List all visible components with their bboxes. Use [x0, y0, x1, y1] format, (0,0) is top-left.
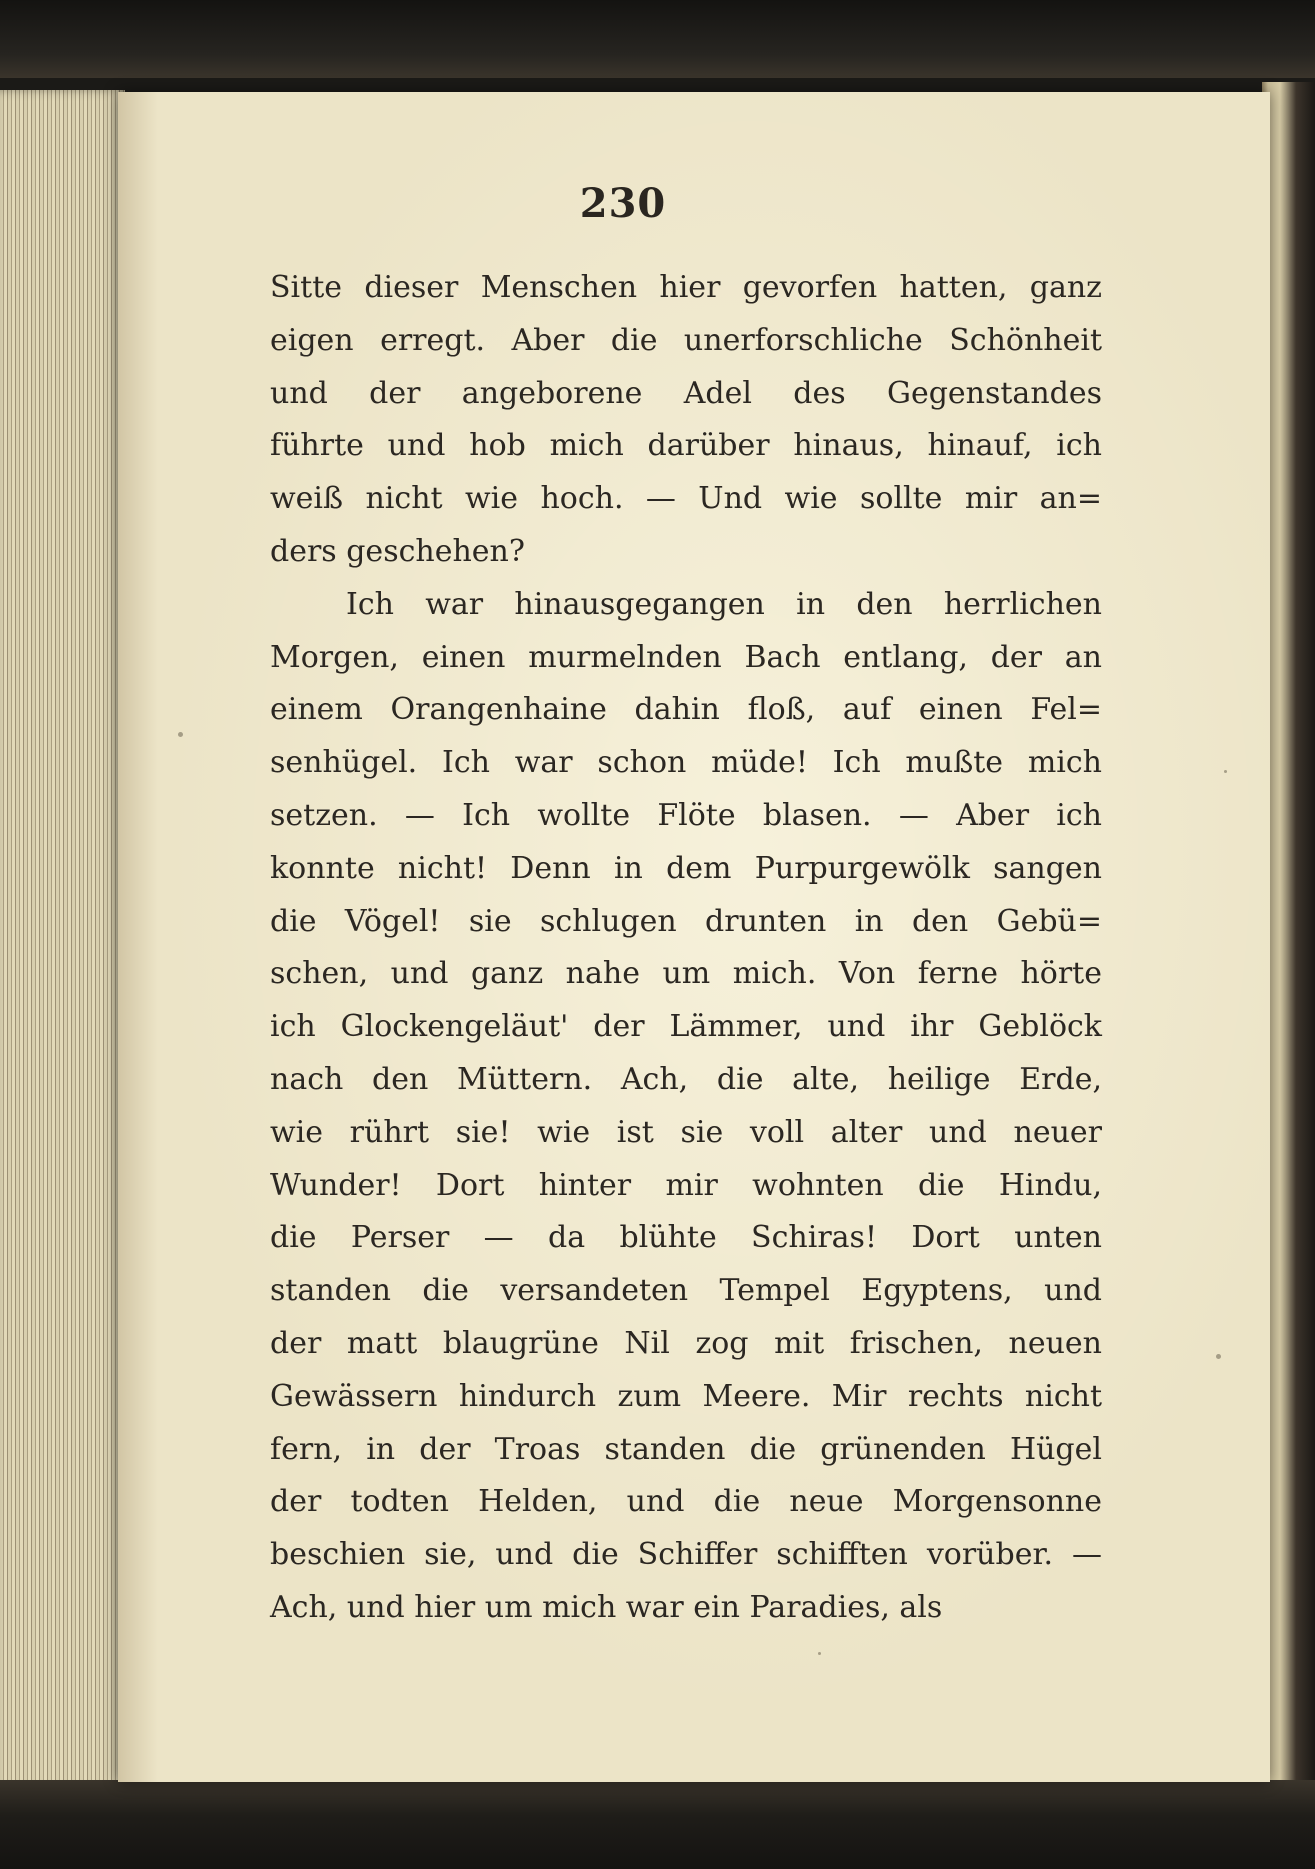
text-line: die Vögel! sie schlugen drunten in den Gebü= — [270, 903, 1102, 939]
text-line: ders geschehen? — [270, 533, 525, 569]
text-line: schen, und ganz nahe um mich. Von ferne hörte — [270, 956, 1102, 992]
text-line: Sitte dieser Menschen hier gevorfen hatten, ganz — [270, 270, 1102, 305]
text-line: eigen erregt. Aber die unerforschliche Schönheit — [270, 322, 1102, 358]
text-line: Ach, und hier um mich war ein Paradies, als — [270, 1589, 943, 1625]
text-line: ich Glockengeläut' der Lämmer, und ihr Geblöck — [270, 1009, 1102, 1045]
paper-speck — [1224, 770, 1227, 773]
text-line: fern, in der Troas standen die grünenden Hügel — [270, 1431, 1102, 1467]
binding-top-edge — [0, 0, 1315, 78]
text-line: weiß nicht wie hoch. — Und wie sollte mir an= — [270, 481, 1102, 517]
text-line: Wunder! Dort hinter mir wohnten die Hindu, — [270, 1167, 1102, 1203]
text-line: die Perser — da blühte Schiras! Dort unten — [270, 1220, 1102, 1256]
text-line: setzen. — Ich wollte Flöte blasen. — Aber ich — [270, 797, 1102, 833]
paper-speck — [1216, 1354, 1221, 1359]
text-line: beschien sie, und die Schiffer schifften vorüber. — — [270, 1537, 1102, 1573]
text-line: führte und hob mich darüber hinaus, hinauf, ich — [270, 428, 1102, 464]
text-line: konnte nicht! Denn in dem Purpurgewölk sangen — [270, 850, 1102, 886]
text-line: Ich war hinausgegangen in den herrlichen — [346, 586, 1102, 622]
book-page — [118, 92, 1270, 1782]
text-line: wie rührt sie! wie ist sie voll alter und neuer — [270, 1114, 1102, 1150]
text-line: Gewässern hindurch zum Meere. Mir rechts nicht — [270, 1378, 1102, 1414]
page-number: 230 — [579, 180, 667, 227]
text-line: nach den Müttern. Ach, die alte, heilige Erde, — [270, 1061, 1102, 1097]
text-line: einem Orangenhaine dahin floß, auf einen Fel= — [270, 692, 1102, 728]
text-line: und der angeborene Adel des Gegenstandes — [270, 375, 1102, 411]
left-page-stack — [0, 90, 125, 1790]
text-line: Morgen, einen murmelnden Bach entlang, der an — [270, 639, 1102, 675]
text-line: der todten Helden, und die neue Morgensonne — [270, 1484, 1102, 1520]
text-line: der matt blaugrüne Nil zog mit frischen, neuen — [270, 1325, 1102, 1361]
text-line: senhügel. Ich war schon müde! Ich mußte mich — [270, 745, 1102, 781]
paper-speck — [818, 1652, 821, 1655]
binding-bottom-edge — [0, 1780, 1315, 1869]
text-line: standen die versandeten Tempel Egyptens, und — [270, 1273, 1102, 1309]
page-body-text — [270, 262, 1102, 1635]
paper-speck — [178, 732, 183, 737]
